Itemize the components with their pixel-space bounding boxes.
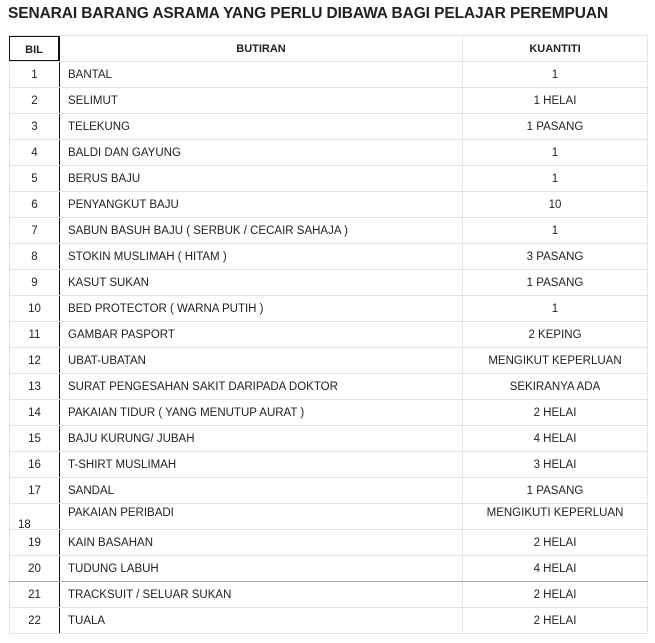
row-number: 13	[9, 374, 59, 399]
row-number: 4	[9, 140, 59, 165]
row-item: KASUT SUKAN	[59, 270, 462, 295]
row-item: PAKAIAN PERIBADI	[59, 504, 462, 529]
row-item: TUALA	[59, 608, 462, 633]
row-quantity: 3 PASANG	[462, 244, 648, 269]
row-quantity: 1	[462, 218, 648, 243]
row-number: 10	[9, 296, 59, 321]
row-item: TELEKUNG	[59, 114, 462, 139]
row-number: 17	[9, 478, 59, 503]
page-title: SENARAI BARANG ASRAMA YANG PERLU DIBAWA BAGI PELAJAR PEREMPUAN	[8, 5, 609, 22]
row-quantity: 2 HELAI	[462, 400, 648, 425]
row-item: BALDI DAN GAYUNG	[59, 140, 462, 165]
row-item: SANDAL	[59, 478, 462, 503]
table-row	[9, 62, 648, 88]
row-number: 18	[9, 504, 59, 529]
header-butiran: BUTIRAN	[59, 36, 462, 61]
row-number: 20	[9, 556, 59, 581]
row-item: TUDUNG LABUH	[59, 556, 462, 581]
row-item: PENYANGKUT BAJU	[59, 192, 462, 217]
row-number: 1	[9, 62, 59, 87]
row-item: SURAT PENGESAHAN SAKIT DARIPADA DOKTOR	[59, 374, 462, 399]
row-number: 11	[9, 322, 59, 347]
row-number: 16	[9, 452, 59, 477]
row-number: 8	[9, 244, 59, 269]
table-row	[9, 114, 648, 140]
row-number: 21	[9, 582, 59, 607]
table-row	[9, 166, 648, 192]
table-row	[9, 452, 648, 478]
row-item: PAKAIAN TIDUR ( YANG MENUTUP AURAT )	[59, 400, 462, 425]
row-item: GAMBAR PASPORT	[59, 322, 462, 347]
row-item: BERUS BAJU	[59, 166, 462, 191]
row-number: 9	[9, 270, 59, 295]
row-item: T-SHIRT MUSLIMAH	[59, 452, 462, 477]
table-row	[9, 530, 648, 556]
table-row	[9, 192, 648, 218]
table-row	[9, 348, 648, 374]
table-row	[9, 582, 648, 608]
row-number: 12	[9, 348, 59, 373]
row-number: 14	[9, 400, 59, 425]
row-quantity: 2 HELAI	[462, 582, 648, 607]
row-number: 19	[9, 530, 59, 555]
row-number: 6	[9, 192, 59, 217]
row-quantity: 2 HELAI	[462, 530, 648, 555]
table-row	[9, 244, 648, 270]
row-quantity: 1 PASANG	[462, 270, 648, 295]
row-item: UBAT-UBATAN	[59, 348, 462, 373]
row-quantity: 1	[462, 296, 648, 321]
row-number: 15	[9, 426, 59, 451]
row-item: BED PROTECTOR ( WARNA PUTIH )	[59, 296, 462, 321]
row-item: SABUN BASUH BAJU ( SERBUK / CECAIR SAHAJA )	[59, 218, 462, 243]
table-row	[9, 400, 648, 426]
table-row	[9, 88, 648, 114]
row-quantity: 4 HELAI	[462, 426, 648, 451]
table-row	[9, 270, 648, 296]
row-item: BANTAL	[59, 62, 462, 87]
row-quantity: 10	[462, 192, 648, 217]
table-row	[9, 556, 648, 582]
row-quantity: 4 HELAI	[462, 556, 648, 581]
header-bil: BIL	[9, 36, 59, 61]
table-row	[9, 374, 648, 400]
row-number: 7	[9, 218, 59, 243]
row-number: 2	[9, 88, 59, 113]
row-quantity: 3 HELAI	[462, 452, 648, 477]
row-quantity: 1 HELAI	[462, 88, 648, 113]
row-quantity: MENGIKUT KEPERLUAN	[462, 348, 648, 373]
row-number: 22	[9, 608, 59, 633]
row-quantity: 1	[462, 166, 648, 191]
table-row	[9, 608, 648, 634]
table-row	[9, 218, 648, 244]
row-quantity: 1 PASANG	[462, 478, 648, 503]
row-quantity: SEKIRANYA ADA	[462, 374, 648, 399]
row-quantity: 1 PASANG	[462, 114, 648, 139]
row-item: BAJU KURUNG/ JUBAH	[59, 426, 462, 451]
row-item: STOKIN MUSLIMAH ( HITAM )	[59, 244, 462, 269]
row-number: 5	[9, 166, 59, 191]
header-kuantiti: KUANTITI	[462, 36, 648, 61]
row-number: 3	[9, 114, 59, 139]
row-item: SELIMUT	[59, 88, 462, 113]
row-item: KAIN BASAHAN	[59, 530, 462, 555]
row-quantity: 2 HELAI	[462, 608, 648, 633]
row-item: TRACKSUIT / SELUAR SUKAN	[59, 582, 462, 607]
table-row	[9, 296, 648, 322]
table-header	[9, 35, 648, 62]
row-quantity: 2 KEPING	[462, 322, 648, 347]
table-row	[9, 426, 648, 452]
items-table	[9, 35, 648, 634]
table-row	[9, 504, 648, 530]
table-row	[9, 140, 648, 166]
row-quantity: MENGIKUTI KEPERLUAN	[462, 504, 648, 529]
table-row	[9, 322, 648, 348]
row-quantity: 1	[462, 140, 648, 165]
row-quantity: 1	[462, 62, 648, 87]
table-row	[9, 478, 648, 504]
